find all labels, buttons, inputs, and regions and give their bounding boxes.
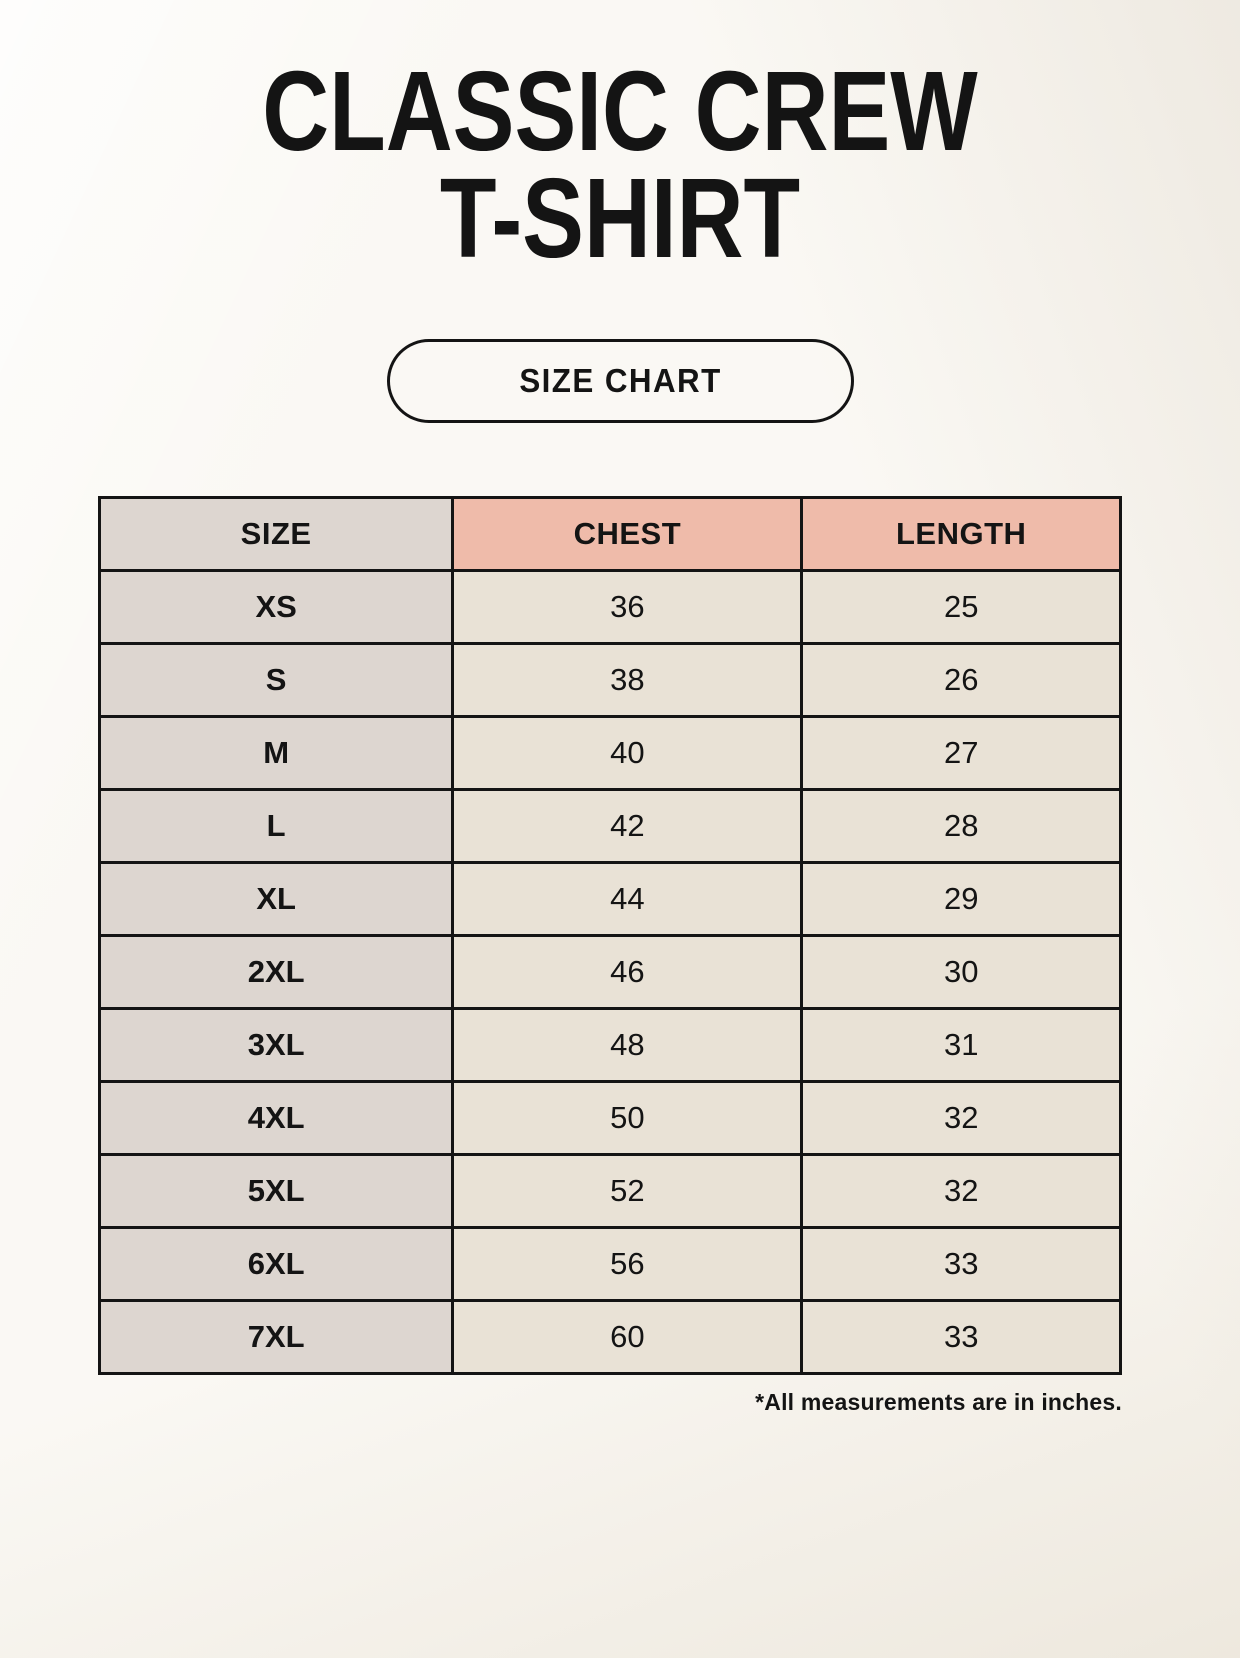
page-title	[112, 48, 1129, 282]
size-cell: XS	[100, 570, 453, 643]
table-row	[100, 1300, 1121, 1373]
length-cell: 32	[802, 1081, 1121, 1154]
length-cell: 30	[802, 935, 1121, 1008]
size-cell: L	[100, 789, 453, 862]
column-header-chest: CHEST	[453, 497, 802, 570]
length-cell: 31	[802, 1008, 1121, 1081]
size-chart-button-label: SIZE CHART	[518, 361, 722, 399]
table-row	[100, 570, 1121, 643]
table-row	[100, 862, 1121, 935]
table-row	[100, 1154, 1121, 1227]
length-cell: 29	[802, 862, 1121, 935]
measurements-note: *All measurements are in inches.	[755, 1388, 1122, 1415]
table-row	[100, 716, 1121, 789]
length-cell: 28	[802, 789, 1121, 862]
table-row	[100, 1227, 1121, 1300]
chest-cell: 60	[453, 1300, 802, 1373]
chest-cell: 48	[453, 1008, 802, 1081]
chest-cell: 56	[453, 1227, 802, 1300]
chest-cell: 42	[453, 789, 802, 862]
column-header-size: SIZE	[100, 497, 453, 570]
table-header-row	[100, 497, 1121, 570]
length-cell: 27	[802, 716, 1121, 789]
chest-cell: 38	[453, 643, 802, 716]
page-title-line1: CLASSIC CREW	[262, 48, 978, 174]
chest-cell: 46	[453, 935, 802, 1008]
length-cell: 33	[802, 1227, 1121, 1300]
size-cell: 2XL	[100, 935, 453, 1008]
table-row	[100, 1008, 1121, 1081]
length-cell: 25	[802, 570, 1121, 643]
size-chart-button[interactable]	[387, 339, 854, 423]
chest-cell: 44	[453, 862, 802, 935]
size-cell: 5XL	[100, 1154, 453, 1227]
size-cell: 4XL	[100, 1081, 453, 1154]
size-chart-page	[0, 48, 1240, 1416]
chest-cell: 36	[453, 570, 802, 643]
length-cell: 32	[802, 1154, 1121, 1227]
table-row	[100, 935, 1121, 1008]
page-title-line2: T-SHIRT	[439, 155, 801, 282]
size-cell: XL	[100, 862, 453, 935]
chest-cell: 50	[453, 1081, 802, 1154]
column-header-length: LENGTH	[802, 497, 1121, 570]
size-table-body	[100, 570, 1121, 1373]
length-cell: 26	[802, 643, 1121, 716]
table-row	[100, 789, 1121, 862]
table-row	[100, 1081, 1121, 1154]
size-cell: 7XL	[100, 1300, 453, 1373]
length-cell: 33	[802, 1300, 1121, 1373]
size-cell: 6XL	[100, 1227, 453, 1300]
size-cell: S	[100, 643, 453, 716]
size-cell: 3XL	[100, 1008, 453, 1081]
table-row	[100, 643, 1121, 716]
chest-cell: 52	[453, 1154, 802, 1227]
chest-cell: 40	[453, 716, 802, 789]
size-table	[98, 496, 1122, 1375]
size-cell: M	[100, 716, 453, 789]
